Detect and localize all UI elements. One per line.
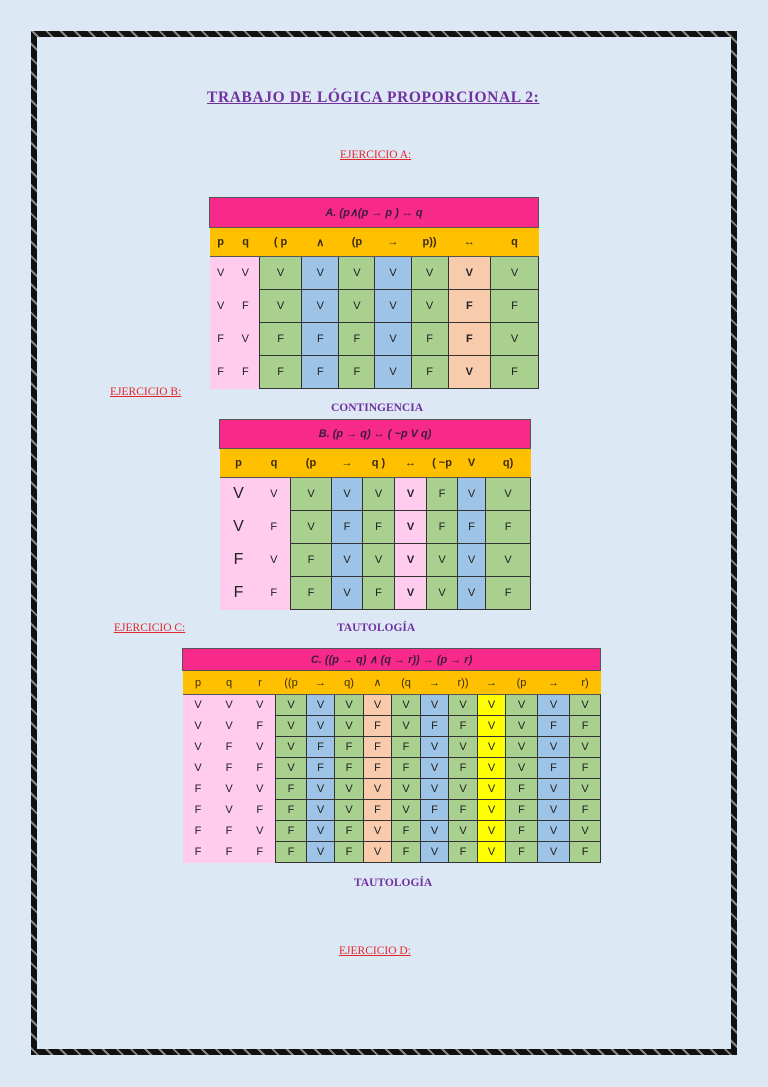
- cell: V: [307, 821, 335, 842]
- header-cell: p: [183, 671, 214, 695]
- cell: V: [276, 758, 307, 779]
- cell: F: [210, 356, 232, 389]
- cell: V: [395, 511, 427, 544]
- cell: V: [214, 779, 245, 800]
- cell: F: [364, 800, 392, 821]
- cell: V: [570, 737, 601, 758]
- cell: V: [307, 779, 335, 800]
- cell: V: [339, 290, 375, 323]
- header-cell: p: [210, 228, 232, 257]
- exercise-b-label: EJERCICIO B:: [110, 386, 182, 398]
- formula-b: B. (p → q) ↔ ( ~p V q): [220, 420, 531, 449]
- table-row: [183, 716, 601, 737]
- cell: V: [335, 716, 364, 737]
- cell: F: [491, 290, 539, 323]
- cell: F: [411, 356, 448, 389]
- cell: F: [220, 577, 258, 610]
- cell: F: [364, 758, 392, 779]
- cell: V: [478, 842, 506, 863]
- cell: V: [183, 716, 214, 737]
- header-cell: ( p: [259, 228, 301, 257]
- cell: V: [421, 758, 449, 779]
- cell: F: [276, 800, 307, 821]
- cell: F: [232, 356, 260, 389]
- cell: V: [183, 758, 214, 779]
- cell: V: [332, 478, 363, 511]
- cell: F: [258, 577, 291, 610]
- table-row: [210, 356, 539, 389]
- cell: F: [570, 800, 601, 821]
- cell: F: [214, 821, 245, 842]
- cell: F: [506, 779, 538, 800]
- cell: F: [506, 842, 538, 863]
- cell: V: [570, 695, 601, 716]
- cell: V: [491, 257, 539, 290]
- header-cell: r): [570, 671, 601, 695]
- cell: F: [245, 758, 276, 779]
- header-cell: V: [458, 449, 486, 478]
- cell: V: [335, 695, 364, 716]
- cell: V: [245, 779, 276, 800]
- cell: V: [458, 577, 486, 610]
- cell: V: [570, 779, 601, 800]
- result-c-label: TAUTOLOGÍA: [354, 877, 433, 889]
- truth-table-a: [209, 197, 539, 389]
- cell: V: [332, 544, 363, 577]
- cell: V: [364, 779, 392, 800]
- table-row: [183, 842, 601, 863]
- header-cell: p)): [411, 228, 448, 257]
- cell: V: [395, 544, 427, 577]
- formula-c: C. ((p → q) ∧ (q → r)) → (p → r): [183, 649, 601, 671]
- cell: V: [458, 478, 486, 511]
- table-row: [210, 257, 539, 290]
- table-row: [183, 821, 601, 842]
- cell: F: [245, 800, 276, 821]
- cell: F: [183, 779, 214, 800]
- cell: V: [259, 290, 301, 323]
- table-row: [220, 511, 531, 544]
- cell: V: [307, 842, 335, 863]
- header-cell: ↔: [395, 449, 427, 478]
- cell: F: [307, 737, 335, 758]
- cell: V: [449, 779, 478, 800]
- formula-a: A. (p∧(p → p ) ↔ q: [210, 198, 539, 228]
- cell: V: [214, 716, 245, 737]
- cell: F: [335, 758, 364, 779]
- cell: V: [421, 779, 449, 800]
- cell: F: [259, 323, 301, 356]
- cell: V: [478, 779, 506, 800]
- cell: V: [421, 842, 449, 863]
- cell: F: [421, 716, 449, 737]
- header-cell: ↔: [448, 228, 490, 257]
- table-row: [183, 737, 601, 758]
- cell: V: [363, 544, 395, 577]
- header-cell: ∧: [364, 671, 392, 695]
- cell: V: [449, 695, 478, 716]
- table-row: [220, 478, 531, 511]
- cell: V: [210, 290, 232, 323]
- header-cell: q ): [363, 449, 395, 478]
- cell: V: [276, 737, 307, 758]
- cell: F: [214, 758, 245, 779]
- cell: V: [232, 323, 260, 356]
- cell: V: [421, 695, 449, 716]
- table-row: [210, 290, 539, 323]
- cell: F: [214, 737, 245, 758]
- cell: V: [220, 478, 258, 511]
- cell: V: [506, 695, 538, 716]
- cell: V: [538, 737, 570, 758]
- cell: V: [245, 695, 276, 716]
- cell: F: [458, 511, 486, 544]
- cell: F: [183, 821, 214, 842]
- cell: F: [570, 842, 601, 863]
- cell: V: [538, 842, 570, 863]
- cell: F: [449, 800, 478, 821]
- cell: V: [302, 290, 339, 323]
- cell: F: [339, 356, 375, 389]
- cell: V: [448, 356, 490, 389]
- cell: V: [291, 511, 332, 544]
- cell: V: [395, 577, 427, 610]
- cell: V: [392, 716, 421, 737]
- cell: V: [427, 544, 458, 577]
- exercise-a-label: EJERCICIO A:: [340, 149, 412, 161]
- cell: V: [392, 800, 421, 821]
- cell: V: [335, 779, 364, 800]
- exercise-c-label: EJERCICIO C:: [114, 622, 186, 634]
- cell: F: [302, 356, 339, 389]
- header-cell: (p: [506, 671, 538, 695]
- cell: V: [258, 544, 291, 577]
- cell: F: [363, 577, 395, 610]
- truth-table-c-body: [183, 695, 601, 863]
- cell: V: [307, 695, 335, 716]
- header-cell: q: [232, 228, 260, 257]
- cell: F: [538, 716, 570, 737]
- header-cell: (q: [392, 671, 421, 695]
- cell: F: [335, 821, 364, 842]
- cell: F: [245, 842, 276, 863]
- table-row: [210, 323, 539, 356]
- cell: V: [421, 821, 449, 842]
- cell: F: [276, 821, 307, 842]
- cell: V: [276, 716, 307, 737]
- header-cell: →: [478, 671, 506, 695]
- table-row: [183, 800, 601, 821]
- cell: V: [258, 478, 291, 511]
- header-cell: (p: [291, 449, 332, 478]
- header-cell: →: [307, 671, 335, 695]
- cell: F: [392, 758, 421, 779]
- cell: F: [491, 356, 539, 389]
- cell: F: [332, 511, 363, 544]
- cell: V: [259, 257, 301, 290]
- cell: V: [291, 478, 332, 511]
- cell: V: [448, 257, 490, 290]
- cell: V: [214, 800, 245, 821]
- table-row: [220, 577, 531, 610]
- cell: F: [335, 842, 364, 863]
- cell: F: [421, 800, 449, 821]
- cell: V: [570, 821, 601, 842]
- header-cell: →: [375, 228, 411, 257]
- cell: V: [506, 716, 538, 737]
- cell: V: [214, 695, 245, 716]
- header-cell: →: [332, 449, 363, 478]
- cell: F: [392, 737, 421, 758]
- cell: F: [392, 842, 421, 863]
- cell: F: [449, 842, 478, 863]
- header-cell: ∧: [302, 228, 339, 257]
- table-row: [220, 544, 531, 577]
- cell: V: [364, 821, 392, 842]
- cell: V: [506, 737, 538, 758]
- cell: F: [427, 511, 458, 544]
- cell: V: [375, 290, 411, 323]
- cell: V: [307, 800, 335, 821]
- cell: F: [449, 716, 478, 737]
- header-cell: ( ~p: [427, 449, 458, 478]
- header-cell: →: [421, 671, 449, 695]
- table-row: [183, 758, 601, 779]
- header-cell: q: [258, 449, 291, 478]
- cell: F: [364, 737, 392, 758]
- header-cell: q): [486, 449, 531, 478]
- cell: F: [427, 478, 458, 511]
- cell: F: [183, 842, 214, 863]
- cell: V: [183, 737, 214, 758]
- cell: F: [506, 800, 538, 821]
- cell: F: [570, 758, 601, 779]
- result-b-label: TAUTOLOGÍA: [337, 622, 416, 634]
- cell: V: [449, 821, 478, 842]
- cell: V: [210, 257, 232, 290]
- cell: F: [392, 821, 421, 842]
- cell: V: [486, 544, 531, 577]
- cell: V: [364, 695, 392, 716]
- cell: V: [375, 323, 411, 356]
- cell: V: [538, 821, 570, 842]
- cell: V: [491, 323, 539, 356]
- header-cell: r)): [449, 671, 478, 695]
- cell: F: [220, 544, 258, 577]
- cell: V: [486, 478, 531, 511]
- cell: V: [232, 257, 260, 290]
- result-a-label: CONTINGENCIA: [331, 402, 424, 414]
- cell: V: [478, 737, 506, 758]
- cell: V: [220, 511, 258, 544]
- cell: V: [276, 695, 307, 716]
- cell: V: [245, 737, 276, 758]
- cell: V: [538, 800, 570, 821]
- cell: F: [363, 511, 395, 544]
- cell: V: [302, 257, 339, 290]
- cell: V: [392, 779, 421, 800]
- cell: V: [395, 478, 427, 511]
- document-title: TRABAJO DE LÓGICA PROPORCIONAL 2:: [207, 89, 540, 106]
- cell: V: [427, 577, 458, 610]
- cell: V: [478, 695, 506, 716]
- header-cell: q: [491, 228, 539, 257]
- truth-table-c: [182, 648, 601, 863]
- cell: V: [392, 695, 421, 716]
- cell: F: [307, 758, 335, 779]
- cell: F: [448, 323, 490, 356]
- cell: V: [478, 800, 506, 821]
- cell: V: [411, 257, 448, 290]
- cell: F: [291, 577, 332, 610]
- cell: V: [421, 737, 449, 758]
- header-cell: r: [245, 671, 276, 695]
- cell: F: [210, 323, 232, 356]
- cell: F: [232, 290, 260, 323]
- cell: F: [291, 544, 332, 577]
- cell: V: [538, 695, 570, 716]
- exercise-d-label: EJERCICIO D:: [339, 945, 411, 957]
- header-cell: →: [538, 671, 570, 695]
- cell: F: [258, 511, 291, 544]
- cell: F: [214, 842, 245, 863]
- cell: V: [375, 356, 411, 389]
- cell: V: [538, 779, 570, 800]
- cell: V: [478, 758, 506, 779]
- cell: F: [411, 323, 448, 356]
- header-cell: p: [220, 449, 258, 478]
- cell: F: [183, 800, 214, 821]
- cell: F: [339, 323, 375, 356]
- cell: F: [538, 758, 570, 779]
- cell: F: [276, 779, 307, 800]
- cell: F: [448, 290, 490, 323]
- truth-table-b: [219, 419, 531, 610]
- cell: F: [245, 716, 276, 737]
- cell: V: [478, 716, 506, 737]
- cell: V: [332, 577, 363, 610]
- cell: F: [259, 356, 301, 389]
- cell: V: [245, 821, 276, 842]
- cell: F: [364, 716, 392, 737]
- cell: F: [506, 821, 538, 842]
- cell: F: [335, 737, 364, 758]
- cell: V: [506, 758, 538, 779]
- cell: F: [486, 577, 531, 610]
- cell: V: [411, 290, 448, 323]
- table-row: [183, 779, 601, 800]
- cell: F: [276, 842, 307, 863]
- cell: V: [183, 695, 214, 716]
- header-cell: ((p: [276, 671, 307, 695]
- cell: V: [363, 478, 395, 511]
- cell: V: [449, 737, 478, 758]
- header-cell: q: [214, 671, 245, 695]
- header-cell: (p: [339, 228, 375, 257]
- cell: V: [364, 842, 392, 863]
- cell: F: [302, 323, 339, 356]
- header-cell: q): [335, 671, 364, 695]
- cell: F: [449, 758, 478, 779]
- cell: V: [339, 257, 375, 290]
- cell: V: [458, 544, 486, 577]
- cell: F: [570, 716, 601, 737]
- cell: V: [478, 821, 506, 842]
- cell: F: [486, 511, 531, 544]
- cell: V: [307, 716, 335, 737]
- table-row: [183, 695, 601, 716]
- cell: V: [335, 800, 364, 821]
- cell: V: [375, 257, 411, 290]
